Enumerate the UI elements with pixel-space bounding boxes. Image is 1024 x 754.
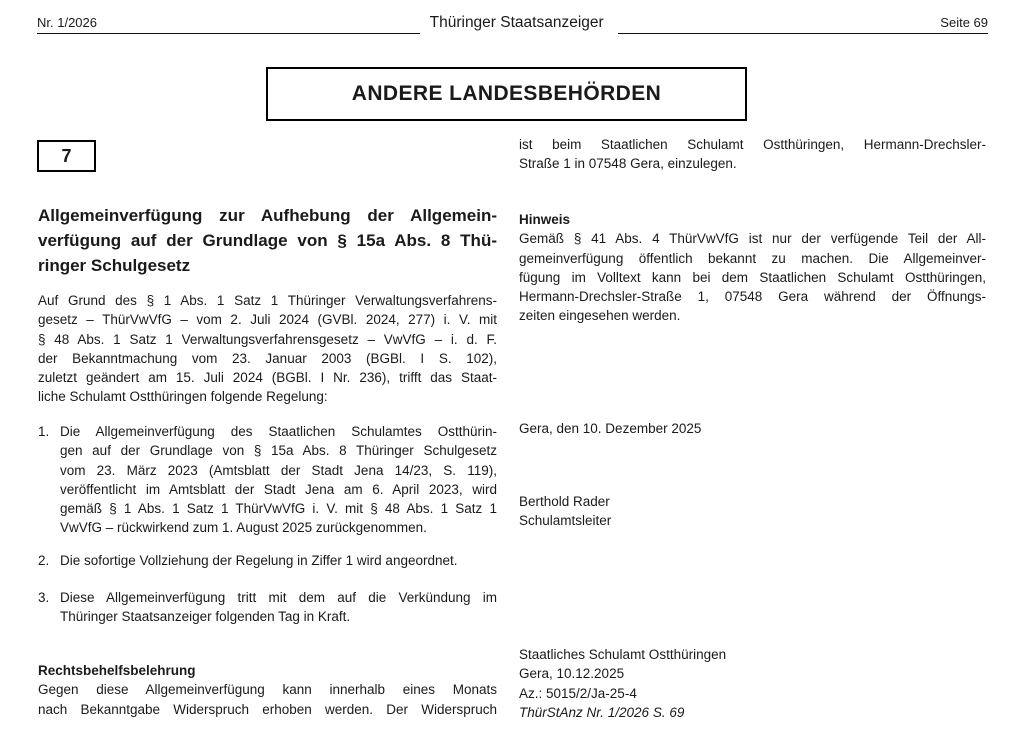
rechtsbehelf-heading: Rechtsbehelfsbelehrung — [38, 663, 196, 678]
continuation-paragraph: ist beim Staatlichen Schulamt Ostthüringen, Hermann-Drechsler- Straße 1 in 07548 Gera, einzulegen. — [519, 137, 986, 172]
masthead-title: Thüringer Staatsanzeiger — [429, 14, 604, 31]
rechtsbehelf-text: Gegen diese Allgemeinverfügung kann innerhalb eines Monats nach Bekanntgabe Widerspruch erhoben werden. Der Widerspruch — [38, 682, 497, 717]
date-line: Gera, den 10. Dezember 2025 — [519, 421, 702, 436]
signature-name: Berthold Rader — [519, 494, 610, 509]
masthead-rule-right — [618, 33, 941, 34]
list-item-3-marker: 3. — [38, 590, 50, 605]
list-item-1 — [38, 422, 497, 538]
rechtsbehelf-section — [38, 661, 497, 719]
intro-paragraph: Auf Grund des § 1 Abs. 1 Satz 1 Thüringer Verwaltungsverfahrens- gesetz – ThürVwVfG – vom 2. Juli 2024 (GVBl. 2024, 277) i. V. mit § 48 Abs. 1 Satz 1 Verwaltungsverfahrensgesetz – VwVfG – i. d. F. der Bekanntmachung vom 23. Januar 2003 (BGBl. I S. 102), zuletzt geändert am 15. Juli 2024 (BGBl. I Nr. 236), trifft das Staat- liche Schulamt Ostthüringen folgende Regelung: — [38, 293, 497, 405]
section-banner — [266, 67, 747, 121]
list-item-2 — [38, 551, 497, 570]
masthead-issue-number: Nr. 1/2026 — [37, 15, 97, 34]
section-banner-label: ANDERE LANDESBEHÖRDEN — [351, 82, 662, 105]
reference-office: Staatliches Schulamt Ostthüringen — [519, 647, 727, 662]
notice-number-box — [37, 140, 96, 172]
hinweis-heading: Hinweis — [519, 212, 571, 227]
notice-title: Allgemeinverfügung zur Aufhebung der Allgemein- verfügung auf der Grundlage von § 15a Abs. 8 Thü- ringer Schulgesetz — [38, 206, 497, 276]
reference-citation: ThürStAnz Nr. 1/2026 S. 69 — [519, 704, 685, 720]
reference-block — [519, 645, 986, 722]
masthead-page-number: Seite 69 — [940, 15, 988, 34]
reference-place-date: Gera, 10.12.2025 — [519, 666, 625, 682]
list-item-3-text: Diese Allgemeinverfügung tritt mit dem auf die Verkündung im Thüringer Staatsanzeiger folgenden Tag in Kraft. — [60, 590, 497, 625]
list-item-3 — [38, 588, 497, 627]
signature-block — [519, 492, 986, 531]
list-item-2-text: Die sofortige Vollziehung der Regelung in Ziffer 1 wird angeordnet. — [60, 553, 458, 568]
list-item-2-marker: 2. — [38, 553, 50, 568]
hinweis-text: Gemäß § 41 Abs. 4 ThürVwVfG ist nur der verfügende Teil der All- gemeinverfügung öffentlich bekannt zu machen. Die Allgemeinver- fügung im Volltext kann bei dem Staatlichen Schulamt Ostthüringen, Hermann-Drechsler-Straße 1, 07548 Gera während der Öffnungs- zeiten eingesehen werden. — [519, 231, 986, 324]
masthead — [37, 14, 988, 34]
hinweis-section — [519, 210, 986, 326]
list-item-1-marker: 1. — [38, 424, 50, 439]
signature-role: Schulamtsleiter — [519, 513, 612, 529]
reference-file-number: Az.: 5015/2/Ja-25-4 — [519, 685, 637, 701]
masthead-rule-left — [97, 33, 420, 34]
notice-number: 7 — [61, 145, 72, 166]
list-item-1-text: Die Allgemeinverfügung des Staatlichen Schulamtes Ostthürin- gen auf der Grundlage von § 15a Abs. 8 Thüringer Schulgesetz vom 23. März 2023 (Amtsblatt der Stadt Jena 14/23, S. 119), veröffentlicht im Amtsblatt der Stadt Jena am 6. April 2023, wird gemäß § 1 Abs. 1 Satz 1 ThürVwVfG i. V. mit § 48 Abs. 1 Satz 1 VwVfG – rückwirkend zum 1. August 2025 zurückgenommen. — [60, 424, 497, 536]
